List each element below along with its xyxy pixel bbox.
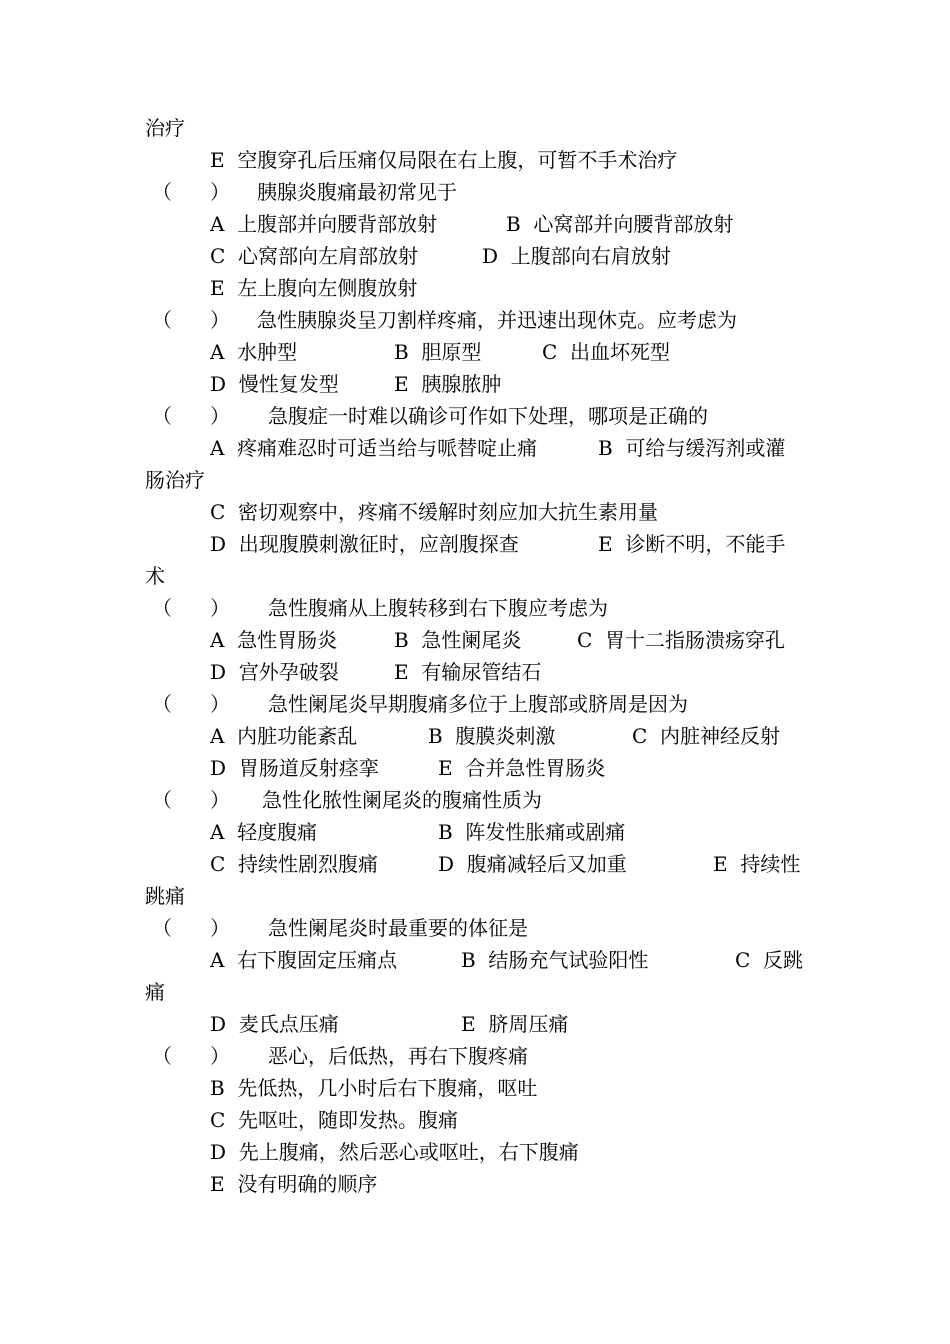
answer-bracket: （ [152,596,172,620]
text-segment: 治疗 [145,116,185,140]
answer-bracket: （ [152,692,172,716]
option-text: A 右下腹固定压痛点 [210,948,398,972]
option-text: D 出现腹膜刺激征时，应剖腹探查 [210,532,519,556]
continuation-line [0,464,950,496]
option-text: B 结肠充气试验阳性 [461,948,649,972]
question-line [0,912,950,944]
option-line [0,1104,950,1136]
question-line [0,688,950,720]
question-text: 胰腺炎腹痛最初常见于 [257,180,457,204]
option-text: B 胆原型 [394,340,482,364]
option-text: E 没有明确的顺序 [210,1172,378,1196]
option-line [0,144,950,176]
option-text: E 脐周压痛 [461,1012,569,1036]
option-text: A 水肿型 [210,340,298,364]
option-text: B 先低热，几小时后右下腹痛，呕吐 [210,1076,538,1100]
question-text: 急性腹痛从上腹转移到右下腹应考虑为 [268,596,608,620]
option-text: D 慢性复发型 [210,372,339,396]
answer-bracket: ） [210,1044,230,1068]
question-text: 急性化脓性阑尾炎的腹痛性质为 [262,788,542,812]
question-text: 急性胰腺炎呈刀割样疼痛，并迅速出现休克。应考虑为 [257,308,737,332]
question-text: 恶心，后低热，再右下腹疼痛 [268,1044,528,1068]
option-text: A 轻度腹痛 [210,820,318,844]
option-line [0,208,950,240]
option-text: A 上腹部并向腰背部放射 [210,212,438,236]
question-text: 急性阑尾炎时最重要的体征是 [268,916,528,940]
option-line [0,624,950,656]
option-line [0,1072,950,1104]
option-text: C 内脏神经反射 [632,724,781,748]
answer-bracket: ） [210,308,230,332]
option-line [0,496,950,528]
option-text: D 先上腹痛，然后恶心或呕吐，右下腹痛 [210,1140,579,1164]
option-text: C 密切观察中，疼痛不缓解时刻应加大抗生素用量 [210,500,659,524]
option-line [0,848,950,880]
question-line [0,400,950,432]
question-text: 急腹症一时难以确诊可作如下处理，哪项是正确的 [268,404,708,428]
answer-bracket: ） [210,692,230,716]
option-text: E 合并急性胃肠炎 [438,756,606,780]
option-text: C 胃十二指肠溃疡穿孔 [577,628,786,652]
option-line [0,720,950,752]
question-line [0,176,950,208]
option-text: D 上腹部向右肩放射 [482,244,671,268]
option-text: E 胰腺脓肿 [394,372,502,396]
answer-bracket: （ [152,308,172,332]
option-text: D 腹痛减轻后又加重 [438,852,627,876]
option-line [0,816,950,848]
answer-bracket: ） [210,916,230,940]
answer-bracket: ） [210,596,230,620]
option-line [0,1136,950,1168]
answer-bracket: ） [210,180,230,204]
option-text: C 持续性剧烈腹痛 [210,852,379,876]
option-text: A 疼痛难忍时可适当给与哌替啶止痛 [210,436,538,460]
option-text: B 腹膜炎刺激 [428,724,556,748]
option-text: A 内脏功能紊乱 [210,724,358,748]
text-segment: 跳痛 [145,884,185,908]
text-segment: 肠治疗 [145,468,205,492]
option-line [0,272,950,304]
option-text: D 麦氏点压痛 [210,1012,339,1036]
answer-bracket: （ [152,916,172,940]
question-line [0,784,950,816]
option-text: B 可给与缓泻剂或灌 [598,436,786,460]
continuation-line [0,976,950,1008]
answer-bracket: （ [152,1044,172,1068]
option-line [0,1168,950,1200]
answer-bracket: ） [210,404,230,428]
option-text: D 胃肠道反射痉挛 [210,756,379,780]
answer-bracket: ） [210,788,230,812]
text-segment: 术 [145,564,165,588]
question-line [0,592,950,624]
option-line [0,240,950,272]
option-text: B 急性阑尾炎 [394,628,522,652]
option-text: E 左上腹向左侧腹放射 [210,276,418,300]
option-line [0,528,950,560]
continuation-line [0,112,950,144]
option-text: E 持续性 [713,852,801,876]
answer-bracket: （ [152,404,172,428]
option-line [0,656,950,688]
option-text: D 宫外孕破裂 [210,660,339,684]
option-line [0,336,950,368]
option-line [0,368,950,400]
question-line [0,1040,950,1072]
option-text: B 心窝部并向腰背部放射 [506,212,734,236]
text-segment: 痛 [145,980,165,1004]
option-line [0,752,950,784]
option-text: E 空腹穿孔后压痛仅局限在右上腹，可暂不手术治疗 [210,148,678,172]
option-text: C 出血坏死型 [542,340,671,364]
question-text: 急性阑尾炎早期腹痛多位于上腹部或脐周是因为 [268,692,688,716]
option-line [0,432,950,464]
option-text: C 心窝部向左肩部放射 [210,244,419,268]
option-text: B 阵发性胀痛或剧痛 [438,820,626,844]
option-text: A 急性胃肠炎 [210,628,338,652]
option-line [0,1008,950,1040]
option-text: C 先呕吐，随即发热。腹痛 [210,1108,459,1132]
continuation-line [0,560,950,592]
continuation-line [0,880,950,912]
option-text: C 反跳 [735,948,804,972]
answer-bracket: （ [152,180,172,204]
question-line [0,304,950,336]
option-text: E 诊断不明，不能手 [598,532,786,556]
option-line [0,944,950,976]
option-text: E 有输尿管结石 [394,660,542,684]
answer-bracket: （ [152,788,172,812]
